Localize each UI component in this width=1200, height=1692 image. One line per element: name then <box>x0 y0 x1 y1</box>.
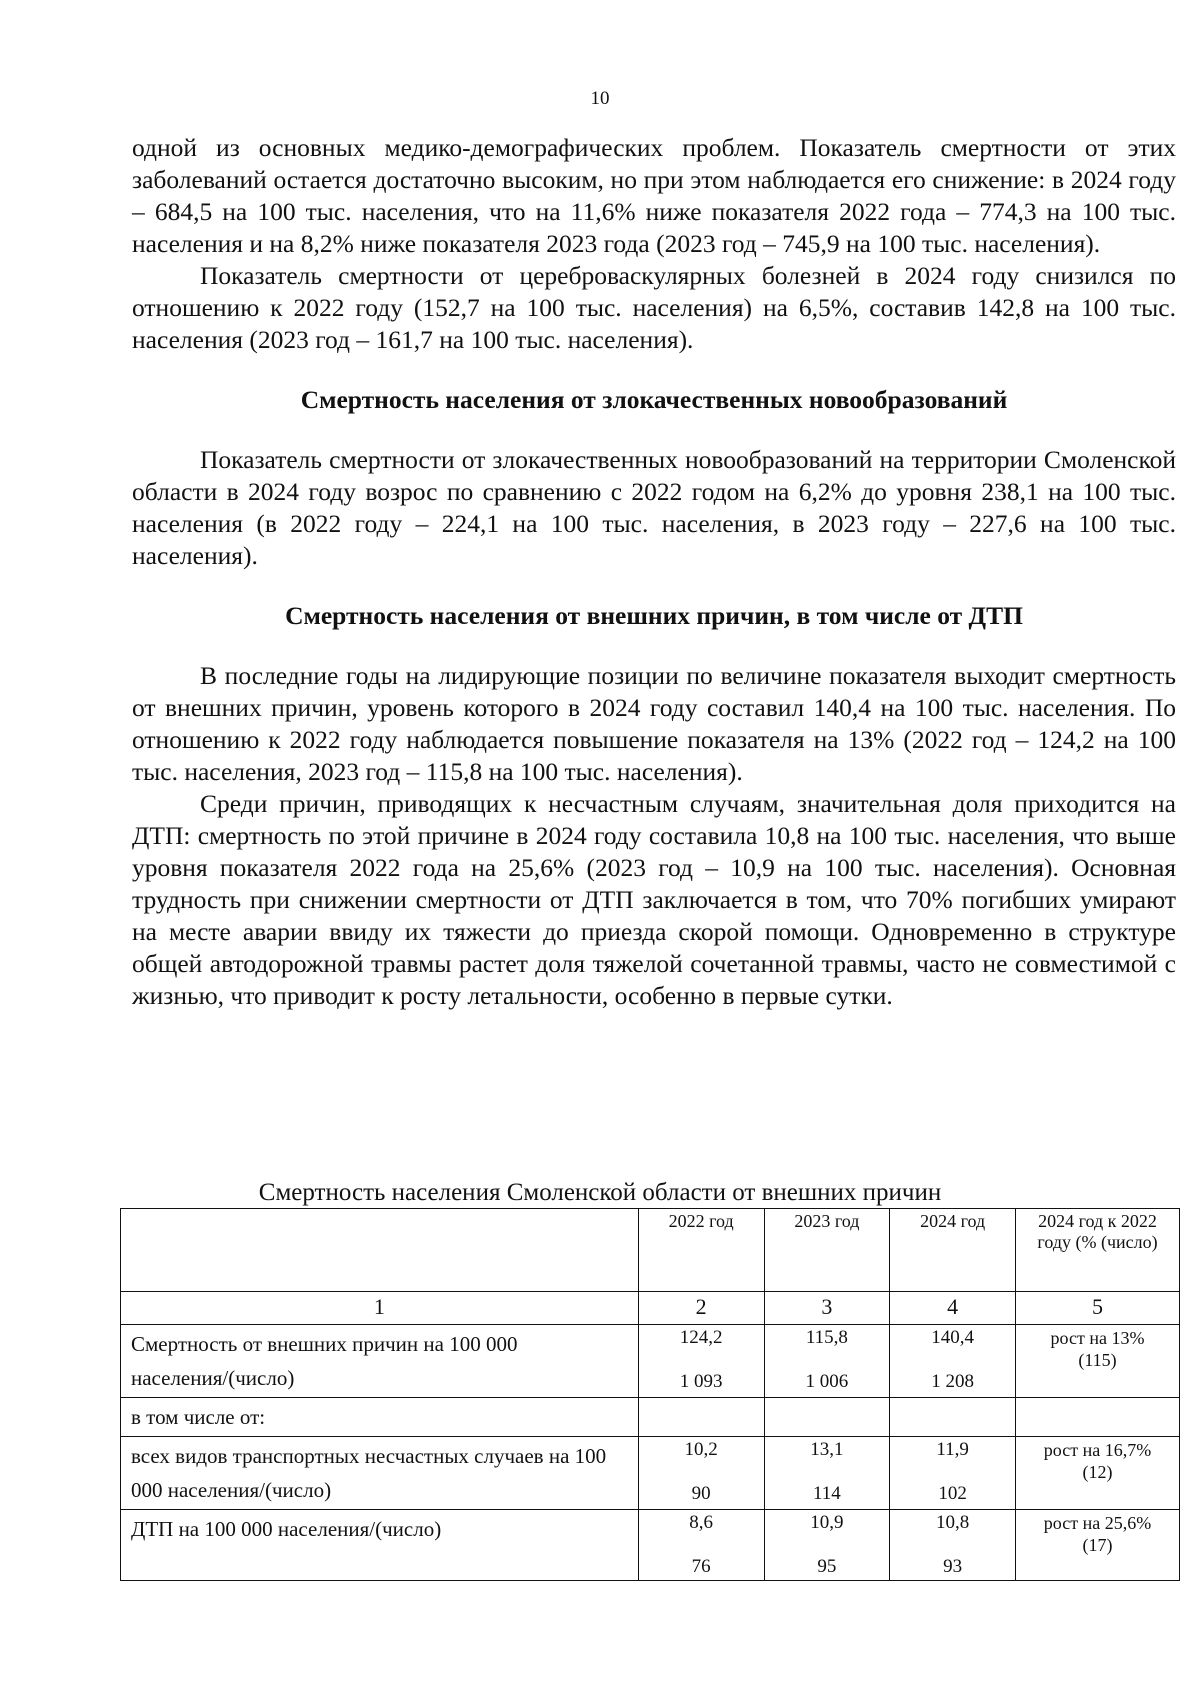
growth-count: (17) <box>1082 1535 1113 1555</box>
column-number: 2 <box>638 1292 764 1325</box>
table-title: Смертность населения Смоленской области от внешних причин <box>258 1179 942 1206</box>
paragraph-1: одной из основных медико-демографических проблем. Показатель смертности от этих заболеваний остается достаточно высоким, но при этом наблюдается его снижение: в 2024 году – 684,5 на 100 тыс. населения, что на 11,6% ниже показателя 2022 года – 774,3 на 100 тыс. населения и на 8,2% ниже показателя 2023 года (2023 год – 745,9 на 100 тыс. населения). <box>132 133 1176 258</box>
count-value: 102 <box>938 1483 967 1504</box>
growth-value: рост на 13% <box>1050 1328 1145 1348</box>
growth-cell <box>1016 1325 1180 1398</box>
row-label: ДТП на 100 000 населения/(число) <box>121 1510 639 1581</box>
count-value: 90 <box>691 1483 711 1504</box>
rate-value: 10,9 <box>810 1512 844 1533</box>
rate-value: 8,6 <box>689 1512 714 1533</box>
section-heading-external: Смертность населения от внешних причин, в том числе от ДТП <box>285 601 1023 630</box>
count-value: 114 <box>813 1483 841 1504</box>
growth-value: рост на 16,7% <box>1043 1440 1152 1460</box>
value-cell <box>764 1510 890 1581</box>
row-label: Смертность от внешних причин на 100 000 населения/(число) <box>121 1325 639 1398</box>
count-value: 1 208 <box>931 1371 975 1392</box>
value-cell <box>638 1437 764 1510</box>
header-cell: 2023 год <box>764 1209 890 1292</box>
rate-value: 124,2 <box>679 1327 723 1348</box>
growth-count: (12) <box>1082 1462 1113 1482</box>
rate-value: 10,8 <box>936 1512 970 1533</box>
header-cell: 2024 год к 2022 году (% (число) <box>1016 1209 1180 1292</box>
table-row <box>121 1510 1180 1581</box>
header-cell <box>121 1209 639 1292</box>
row-label: всех видов транспортных несчастных случаев на 100 000 населения/(число) <box>121 1437 639 1510</box>
column-number: 3 <box>764 1292 890 1325</box>
paragraph-4: В последние годы на лидирующие позиции по величине показателя выходит смертность от внешних причин, уровень которого в 2024 году составил 140,4 на 100 тыс. населения. По отношению к 2022 году наблюдается повышение показателя на 13% (2022 год – 124,2 на 100 тыс. населения, 2023 год – 115,8 на 100 тыс. населения). <box>132 661 1176 786</box>
value-cell <box>638 1510 764 1581</box>
body-text <box>132 132 1176 1012</box>
value-cell <box>890 1510 1016 1581</box>
paragraph-2: Показатель смертности от цереброваскулярных болезней в 2024 году снизился по отношению к 2022 году (152,7 на 100 тыс. населения) на 6,5%, составив 142,8 на 100 тыс. населения (2023 год – 161,7 на 100 тыс. населения). <box>132 261 1176 354</box>
row-label: в том числе от: <box>121 1398 639 1437</box>
value-cell <box>890 1437 1016 1510</box>
growth-count: (115) <box>1078 1350 1117 1370</box>
page-number: 10 <box>590 88 610 109</box>
rate-value: 13,1 <box>810 1439 844 1460</box>
growth-cell <box>1016 1437 1180 1510</box>
column-number: 5 <box>1016 1292 1180 1325</box>
value-cell <box>890 1325 1016 1398</box>
column-number: 4 <box>890 1292 1016 1325</box>
paragraph-3: Показатель смертности от злокачественных новообразований на территории Смоленской области в 2024 году возрос по сравнению с 2022 годом на 6,2% до уровня 238,1 на 100 тыс. населения (в 2022 году – 224,1 на 100 тыс. населения, в 2023 году – 227,6 на 100 тыс. населения). <box>132 445 1176 570</box>
count-value: 1 006 <box>805 1371 849 1392</box>
header-cell: 2022 год <box>638 1209 764 1292</box>
growth-cell <box>1016 1510 1180 1581</box>
external-causes-table <box>120 1208 1180 1581</box>
rate-value: 140,4 <box>931 1327 975 1348</box>
count-value: 76 <box>691 1556 711 1577</box>
table-row <box>121 1437 1180 1510</box>
header-cell: 2024 год <box>890 1209 1016 1292</box>
column-number: 1 <box>121 1292 639 1325</box>
rate-value: 11,9 <box>936 1439 969 1460</box>
growth-value: рост на 25,6% <box>1043 1513 1152 1533</box>
count-value: 1 093 <box>679 1371 723 1392</box>
rate-value: 115,8 <box>805 1327 848 1348</box>
table-row <box>121 1398 1180 1437</box>
count-value: 93 <box>943 1556 963 1577</box>
table-header-row <box>121 1209 1180 1292</box>
table-row <box>121 1325 1180 1398</box>
section-heading-cancer: Смертность населения от злокачественных новообразований <box>300 385 1008 414</box>
value-cell <box>638 1325 764 1398</box>
count-value: 95 <box>817 1556 837 1577</box>
rate-value: 10,2 <box>684 1439 718 1460</box>
column-number-row <box>121 1292 1180 1325</box>
paragraph-5: Среди причин, приводящих к несчастным случаям, значительная доля приходится на ДТП: смертность по этой причине в 2024 году составила 10,8 на 100 тыс. населения, что выше уровня показателя 2022 года на 25,6% (2023 год – 10,9 на 100 тыс. населения). Основная трудность при снижении смертности от ДТП заключается в том, что 70% погибших умирают на месте аварии ввиду их тяжести до приезда скорой помощи. Одновременно в структуре общей автодорожной травмы растет доля тяжелой сочетанной травмы, часто не совместимой с жизнью, что приводит к росту летальности, особенно в первые сутки. <box>132 789 1176 1010</box>
value-cell <box>764 1437 890 1510</box>
value-cell <box>764 1325 890 1398</box>
